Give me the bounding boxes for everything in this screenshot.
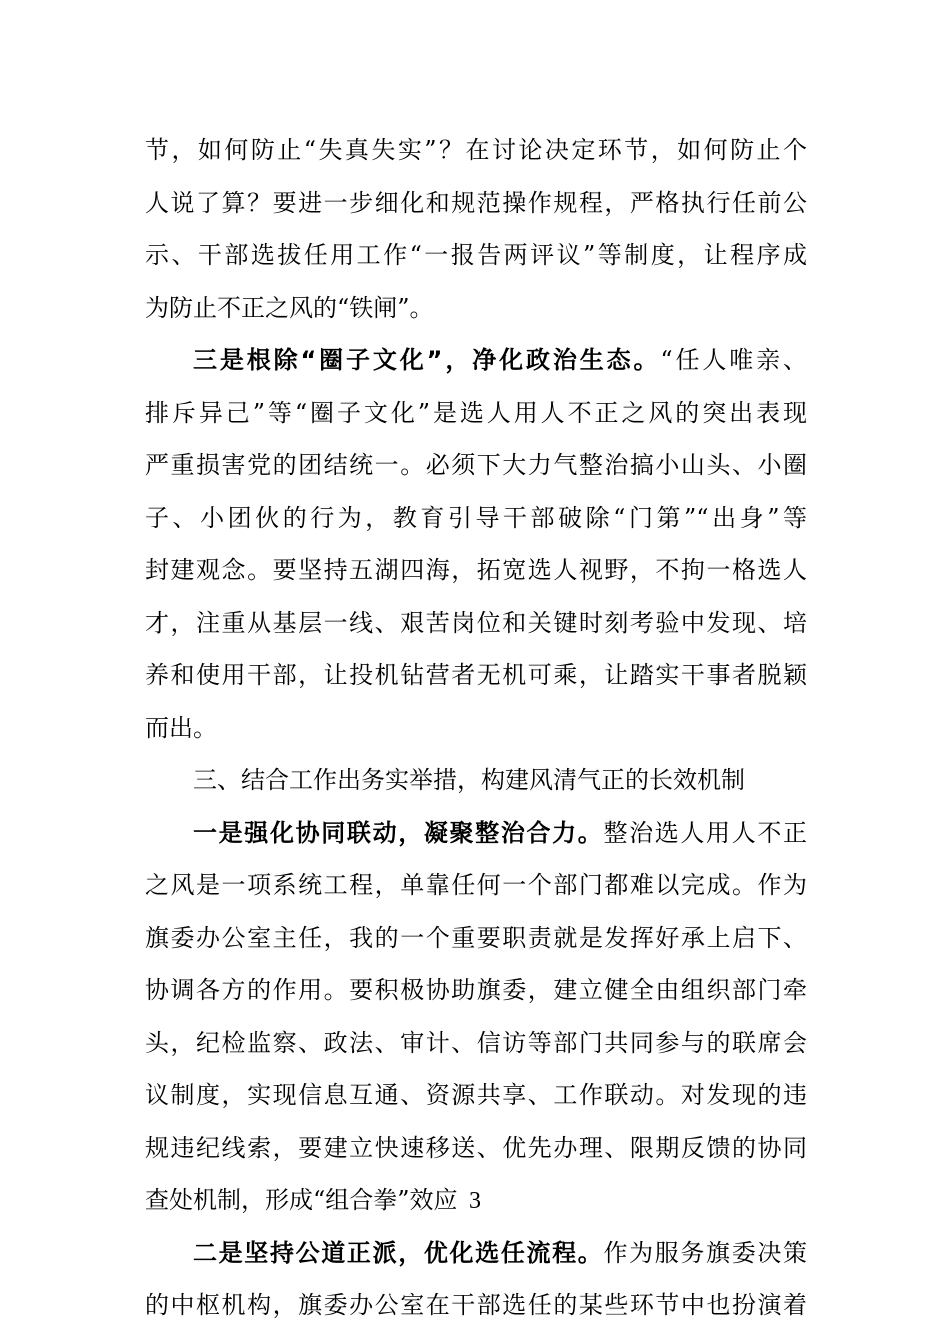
document-body [145,124,807,1332]
text-line: 之风是一项系统工程，单靠任何一个部门都难以完成。作为 [145,871,807,899]
text-line: 封建观念。要坚持五湖四海，拓宽选人视野，不拘一格选人 [145,556,807,584]
text-line: 严重损害党的团结统一。必须下大力气整治搞小山头、小圈 [145,451,807,479]
text-line: 规违纪线索，要建立快速移送、优先办理、限期反馈的协同 [145,1133,807,1162]
text-span: 作为服务旗委决策 [603,1238,808,1267]
text-line: 头，纪检监察、政法、审计、信访等部门共同参与的联席会 [145,1028,807,1057]
text-line: 的中枢机构，旗委办公室在干部选任的某些环节中也扮演着 [145,1291,807,1319]
section-heading: 三、结合工作出务实举措，构建风清气正的长效机制 [193,766,745,794]
text-line: 节，如何防止“失真失实”？在讨论决定环节，如何防止个 [145,136,807,164]
text-line: 为防止不正之风的“铁闸”。 [145,293,434,322]
text-line: 议制度，实现信息互通、资源共享、工作联动。对发现的违 [145,1081,807,1109]
paragraph-lead: 二是坚持公道正派，优化选任流程。 [193,1238,604,1267]
text-line: 养和使用干部，让投机钻营者无机可乘，让踏实干事者脱颖 [145,661,807,689]
text-line: 人说了算？要进一步细化和规范操作规程，严格执行任前公 [145,188,807,217]
text-line: 查处机制，形成“组合拳”效应 [145,1186,458,1214]
text-line: 而出。 [145,713,217,742]
text-line: 协调各方的作用。要积极协助旗委，建立健全由组织部门牵 [145,976,807,1004]
page-number: 3 [469,1188,481,1214]
text-line: 排斥异己”等“圈子文化”是选人用人不正之风的突出表现 [145,398,807,427]
text-line: 示、干部选拔任用工作“一报告两评议”等制度，让程序成 [145,241,807,269]
text-span: “任人唯亲、 [660,346,807,374]
text-line: 才，注重从基层一线、艰苦岗位和关键时刻考验中发现、培 [145,608,807,637]
paragraph-lead-line [145,807,807,860]
text-span: 整治选人用人不正 [603,818,808,847]
text-line: 子、小团伙的行为，教育引导干部破除“门第”“出身”等 [145,503,807,532]
paragraph-lead: 三是根除“圈子文化”，净化政治生态。 [193,346,661,374]
paragraph-lead-line [145,1227,807,1280]
paragraph-lead-line [145,334,807,387]
text-line: 旗委办公室主任，我的一个重要职责就是发挥好承上启下、 [145,923,807,952]
paragraph-lead: 一是强化协同联动，凝聚整治合力。 [193,818,604,847]
